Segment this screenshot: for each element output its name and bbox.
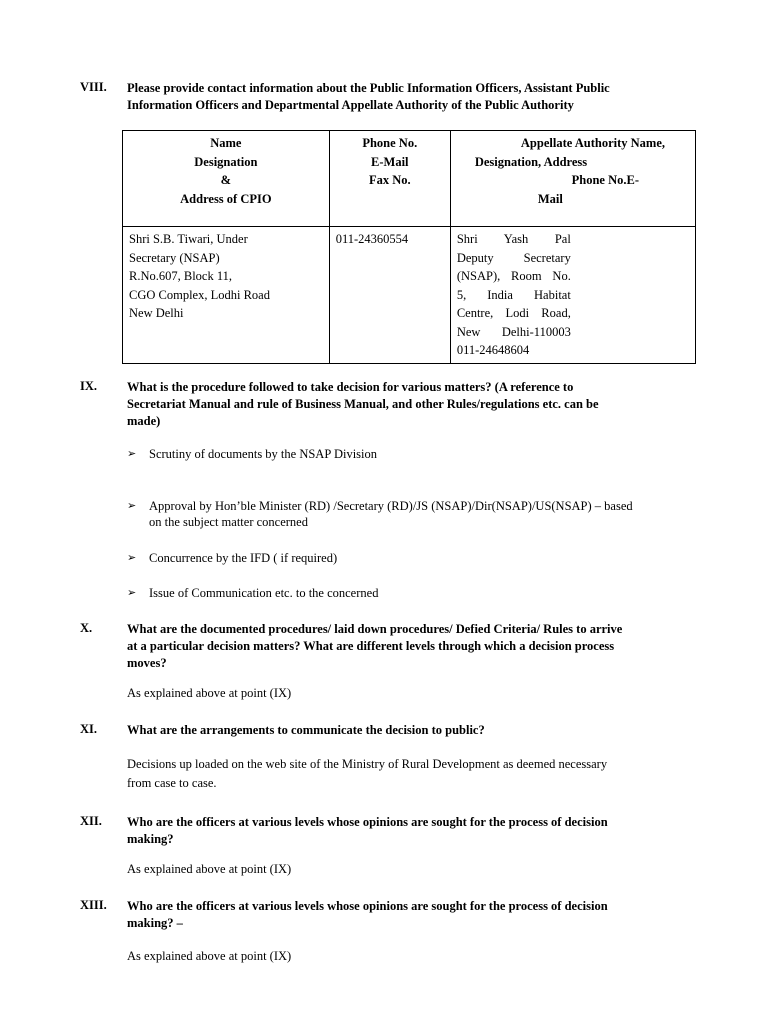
question-line: at a particular decision matters? What are different levels through which a decision process bbox=[127, 639, 615, 653]
header-text: Address of CPIO bbox=[180, 191, 272, 206]
arrow-bullet-icon: ➢ bbox=[127, 587, 137, 599]
section-number-ix: IX. bbox=[80, 379, 98, 393]
list-item-text: Concurrence by the IFD ( if required) bbox=[149, 551, 338, 565]
section-number-x: X. bbox=[80, 621, 93, 635]
list-item-text: Issue of Communication etc. to the concerned bbox=[149, 586, 379, 600]
section-number-xi: XI. bbox=[80, 722, 98, 736]
cell-line: Shri Yash Pal bbox=[456, 232, 571, 246]
header-text: Designation, Address bbox=[474, 154, 588, 169]
table-row bbox=[123, 227, 696, 364]
answer-line: Decisions up loaded on the web site of the Ministry of Rural Development as deemed necessary bbox=[127, 757, 608, 771]
cell-line: (NSAP), Room No. bbox=[456, 269, 571, 283]
header-text: Phone No. bbox=[362, 136, 418, 150]
cell-line: New Delhi-110003 bbox=[456, 324, 571, 339]
cell-line: Deputy Secretary bbox=[456, 250, 571, 265]
header-cell-name bbox=[123, 131, 330, 227]
section-question-xii bbox=[127, 814, 687, 848]
arrow-bullet-icon: ➢ bbox=[127, 552, 137, 564]
header-text: Phone No.E- bbox=[571, 173, 639, 187]
question-line: What are the documented procedures/ laid down procedures/ Defied Criteria/ Rules to arrive bbox=[127, 622, 623, 636]
header-cell-phone bbox=[329, 131, 450, 227]
header-text: Appellate Authority Name, bbox=[520, 136, 665, 150]
question-line: made) bbox=[127, 414, 161, 428]
table-header-row bbox=[123, 131, 696, 227]
list-item-text bbox=[149, 498, 689, 530]
question-line: making? bbox=[127, 832, 174, 846]
section-answer-xiii: As explained above at point (IX) bbox=[127, 949, 292, 963]
cell-line: 011-24360554 bbox=[335, 232, 409, 246]
arrow-bullet-icon: ➢ bbox=[127, 448, 137, 460]
section-question-viii bbox=[127, 80, 687, 114]
section-question-ix bbox=[127, 379, 687, 430]
section-question-xi: What are the arrangements to communicate the decision to public? bbox=[127, 723, 485, 737]
question-line: Secretariat Manual and rule of Business Manual, and other Rules/regulations etc. can be bbox=[127, 397, 599, 411]
question-line: Information Officers and Departmental Appellate Authority of the Public Authority bbox=[127, 98, 574, 112]
cell-line: Shri S.B. Tiwari, Under bbox=[129, 232, 248, 246]
section-answer-xi bbox=[127, 755, 687, 793]
cell-line: 011-24648604 bbox=[456, 343, 530, 357]
question-line: Please provide contact information about the Public Information Officers, Assistant Public bbox=[127, 81, 610, 95]
section-answer-x: As explained above at point (IX) bbox=[127, 686, 292, 700]
section-number-xiii: XIII. bbox=[80, 898, 107, 912]
header-text: Mail bbox=[537, 191, 563, 206]
header-text: E-Mail bbox=[371, 154, 409, 169]
cell-line: CGO Complex, Lodhi Road bbox=[129, 287, 270, 302]
header-cell-appellate bbox=[450, 131, 695, 227]
header-text: Name bbox=[210, 136, 242, 150]
section-number-xii: XII. bbox=[80, 814, 102, 828]
header-text: & bbox=[220, 173, 232, 187]
question-line: making? – bbox=[127, 916, 183, 930]
question-line: moves? bbox=[127, 656, 167, 670]
header-text: Designation bbox=[194, 154, 258, 169]
cell-line: New Delhi bbox=[129, 306, 184, 320]
section-question-x bbox=[127, 621, 687, 672]
question-line: Who are the officers at various levels whose opinions are sought for the process of decision bbox=[127, 899, 608, 913]
cell-line: Centre, Lodi Road, bbox=[456, 306, 571, 320]
list-item-line: on the subject matter concerned bbox=[149, 515, 308, 529]
section-question-xiii bbox=[127, 898, 687, 932]
question-line: What is the procedure followed to take decision for various matters? (A reference to bbox=[127, 380, 574, 394]
answer-line: from case to case. bbox=[127, 776, 217, 790]
cell-line: 5, India Habitat bbox=[456, 287, 571, 302]
contact-info-table bbox=[122, 130, 696, 364]
section-number-viii: VIII. bbox=[80, 80, 107, 94]
list-item-line: Approval by Hon’ble Minister (RD) /Secretary (RD)/JS (NSAP)/Dir(NSAP)/US(NSAP) – based bbox=[149, 499, 633, 513]
section-answer-xii: As explained above at point (IX) bbox=[127, 862, 292, 876]
header-text: Fax No. bbox=[368, 173, 411, 187]
cell-line: Secretary (NSAP) bbox=[129, 250, 220, 265]
list-item-text: Scrutiny of documents by the NSAP Division bbox=[149, 447, 378, 461]
cpio-cell bbox=[123, 227, 330, 364]
arrow-bullet-icon: ➢ bbox=[127, 500, 137, 512]
phone-cell bbox=[329, 227, 450, 364]
appellate-cell bbox=[450, 227, 695, 364]
question-line: Who are the officers at various levels whose opinions are sought for the process of decision bbox=[127, 815, 608, 829]
cell-line: R.No.607, Block 11, bbox=[129, 269, 233, 283]
